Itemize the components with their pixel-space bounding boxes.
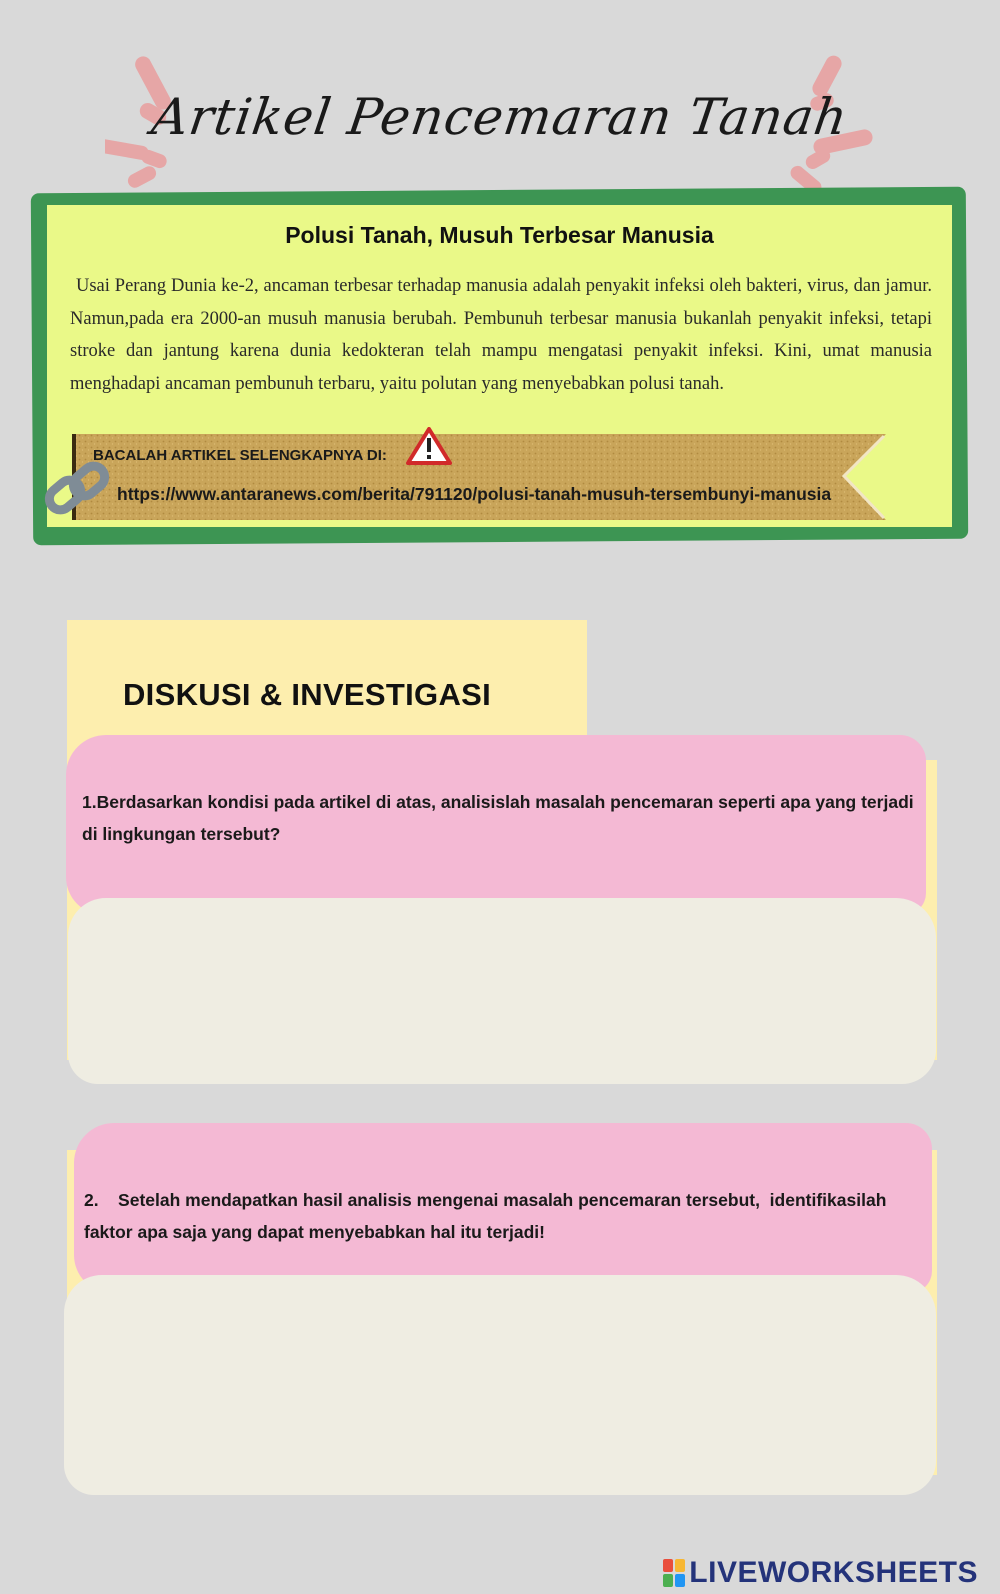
liveworksheets-logo-icon: [663, 1559, 685, 1587]
question-2-text: 2. Setelah mendapatkan hasil analisis mengenai masalah pencemaran tersebut, identifikasilah faktor apa saja yang dapat menyebabkan hal itu terjadi!: [84, 1190, 892, 1242]
discussion-title: DISKUSI & INVESTIGASI: [123, 677, 492, 712]
question-1-text: 1.Berdasarkan kondisi pada artikel di atas, analisislah masalah pencemaran seperti apa yang terjadi di lingkungan tersebut?: [82, 792, 914, 844]
link-icon: [42, 458, 114, 529]
article-title: Polusi Tanah, Musuh Terbesar Manusia: [285, 222, 714, 248]
liveworksheets-brand: [663, 1556, 978, 1590]
answer-2-field[interactable]: [64, 1275, 936, 1495]
article-body: Usai Perang Dunia ke-2, ancaman terbesar terhadap manusia adalah penyakit infeksi oleh bakteri, virus, dan jamur. Namun,pada era 2000-an musuh manusia berubah. Pembunuh terbesar manusia bukanlah penyakit infeksi, tetapi stroke dan jantung karena dunia kedokteran telah mampu mengatasi penyakit infeksi. Kini, umat manusia menghadapi ancaman pembunuh terbaru, yaitu polutan yang menyebabkan polusi tanah.: [70, 276, 932, 394]
read-more-label: BACALAH ARTIKEL SELENGKAPNYA DI:: [93, 447, 387, 464]
warning-icon: [406, 427, 452, 470]
page-title: Artikel Pencemaran Tanah: [148, 88, 852, 146]
article-link[interactable]: https://www.antaranews.com/berita/791120/polusi-tanah-musuh-tersembunyi-manusia: [117, 484, 832, 504]
brand-name: LIVEWORKSHEETS: [689, 1556, 978, 1589]
answer-1-field[interactable]: [68, 898, 936, 1084]
